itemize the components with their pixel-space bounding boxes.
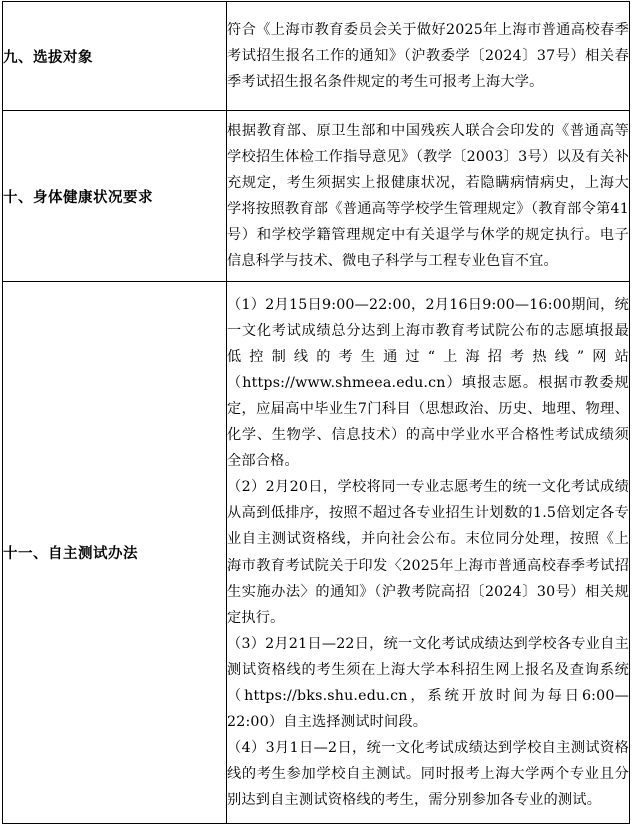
table-row — [3, 2, 630, 111]
row-content — [227, 282, 630, 824]
content-paragraph: 符合《上海市教育委员会关于做好2025年上海市普通高校春季考试招生报名工作的通知》（沪教委学〔2024〕37号）相关春季考试招生报名条件规定的考生可报考上海大学。 — [227, 21, 629, 91]
row-label: 十、身体健康状况要求 — [3, 111, 227, 282]
table-row — [3, 111, 630, 282]
content-paragraph: （1）2月15日9:00—22:00，2月16日9:00—16:00期间，统一文化考试成绩总分达到上海市教育考试院公布的志愿填报最低控制线的考生通过“上海招考热线”网站（https://www.shmeea.edu.cn）填报志愿。根据市教委规定，应届高中毕业生7门科目（思想政治、历史、地理、物理、化学、生物学、信息技术）的高中学业水平合格性考试成绩须全部合格。 — [227, 296, 629, 470]
row-content — [227, 2, 630, 111]
table-row — [3, 282, 630, 824]
row-label: 九、选拔对象 — [3, 2, 227, 111]
content-paragraph: （2）2月20日，学校将同一专业志愿考生的统一文化考试成绩从高到低排序，按照不超过各专业招生计划数的1.5倍划定各专业自主测试资格线，并向社会公布。末位同分处理，按照《上海市教育考试院关于印发〈2025年上海市普通高校春季考试招生实施办法〉的通知》（沪教考院高招〔2024〕30号）相关规定执行。 — [227, 479, 629, 626]
content-paragraph: 根据教育部、原卫生部和中国残疾人联合会印发的《普通高等学校招生体检工作指导意见》（教学〔2003〕3号）以及有关补充规定，考生须据实上报健康状况，若隐瞒病情病史，上海大学将按照教育部《普通高等学校学生管理规定》（教育部令第41号）和学校学籍管理规定中有关退学与休学的规定执行。电子信息科学与技术、微电子科学与工程专业色盲不宜。 — [227, 122, 629, 270]
admissions-rules-table — [2, 1, 630, 824]
content-paragraph: （4）3月1日—2日，统一文化考试成绩达到学校自主测试资格线的考生参加学校自主测试。同时报考上海大学两个专业且分别达到自主测试资格线的考生，需分别参加各专业的测试。 — [227, 740, 629, 809]
row-content — [227, 111, 630, 282]
row-label: 十一、自主测试办法 — [3, 282, 227, 824]
content-paragraph: （3）2月21日—22日，统一文化考试成绩达到学校各专业自主测试资格线的考生须在上海大学本科招生网上报名及查询系统（https://bks.shu.edu.cn，系统开放时间为每日6:00—22:00）自主选择测试时间段。 — [227, 635, 629, 731]
